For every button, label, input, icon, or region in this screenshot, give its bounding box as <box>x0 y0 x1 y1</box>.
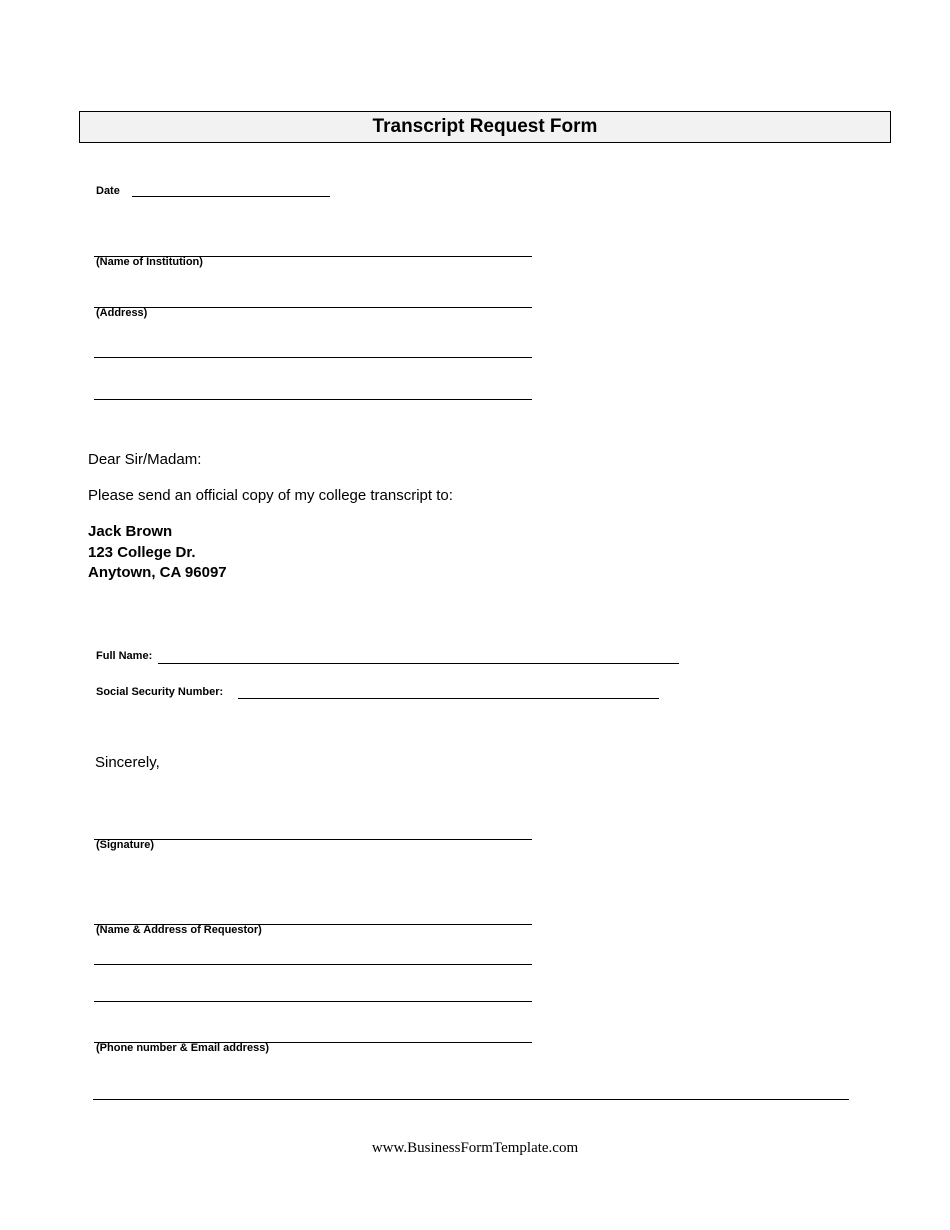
signature-label: (Signature) <box>96 839 155 851</box>
address-label: (Address) <box>96 307 148 319</box>
institution-label: (Name of Institution) <box>96 256 203 268</box>
requestor-label: (Name & Address of Requestor) <box>96 924 262 936</box>
address-field-line-3[interactable] <box>94 399 532 400</box>
form-title: Transcript Request Form <box>79 111 891 143</box>
ssn-label: Social Security Number: <box>96 686 224 698</box>
ssn-field-line[interactable] <box>238 698 659 699</box>
footer-url: www.BusinessFormTemplate.com <box>371 1140 579 1156</box>
address-field-line-2[interactable] <box>94 357 532 358</box>
requestor-field-line-3[interactable] <box>94 1001 532 1002</box>
date-label: Date <box>96 185 120 197</box>
signature-field-line[interactable] <box>94 839 532 840</box>
address-field-line-1[interactable] <box>94 307 532 308</box>
recipient-name: Jack Brown <box>88 523 173 540</box>
recipient-address <box>88 522 227 584</box>
recipient-street: 123 College Dr. <box>88 543 196 561</box>
recipient-city-state-zip: Anytown, CA 96097 <box>88 564 227 581</box>
full-name-field-line[interactable] <box>158 663 679 664</box>
footer-divider <box>93 1099 849 1100</box>
request-text: Please send an official copy of my college transcript to: <box>88 487 453 504</box>
full-name-label: Full Name: <box>96 650 153 662</box>
requestor-field-line-2[interactable] <box>94 964 532 965</box>
salutation: Dear Sir/Madam: <box>88 451 202 468</box>
contact-label: (Phone number & Email address) <box>96 1042 269 1054</box>
closing: Sincerely, <box>95 754 160 771</box>
date-field-line[interactable] <box>132 196 330 197</box>
